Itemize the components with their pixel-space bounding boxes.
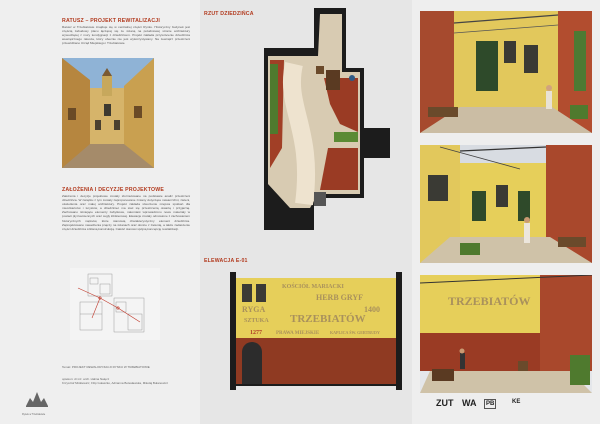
logo-zut: ZUT xyxy=(436,398,454,408)
middle-column xyxy=(200,0,412,424)
plan-title: RZUT DZIEDZIŃCA xyxy=(204,11,254,17)
svg-text:KAPLICA ŚW. GERTRUDY: KAPLICA ŚW. GERTRUDY xyxy=(330,330,380,335)
logo-wa: WA xyxy=(462,398,477,408)
town-logo xyxy=(24,388,50,412)
render-courtyard-3 xyxy=(420,275,592,393)
render-courtyard-1 xyxy=(420,11,592,133)
right-column xyxy=(412,0,600,424)
svg-text:1400: 1400 xyxy=(364,305,380,314)
site-plan-sketch xyxy=(70,268,160,340)
wall-lettering: TRZEBIATÓW xyxy=(448,294,531,308)
svg-text:1277: 1277 xyxy=(250,330,262,336)
footer-authors: Krzysztof Miśkiewicz, Filip Gołaszko, Adrianna Bolesławska, Mikołaj Bułanowicz xyxy=(62,381,169,385)
intro-text: Ratusz w Trzebiatowie znajduje się w centralnej części Rynku. Historyczny budynek jest częścią zabudowy placu łączącej się ze ścianą na południowej stronie architektury wywodzącej z mury kondygnacji z dziedzińcem. Projekt zakłada przywrócenie dziedzińca wewnętrznego ratusza, który obecnie nie jest wykorzystywany. Na zewnątrz przestrzeni przewidziano Urząd Miejskiego i Trzebiatowie. xyxy=(62,25,190,46)
logo-ke: KE xyxy=(512,399,521,405)
courtyard-plan xyxy=(254,8,390,230)
footer-topic: Temat: PROJEKT REWALORYZACJI RYNKU W TRZEBIATOWIE xyxy=(62,365,150,369)
svg-text:SZTUKA: SZTUKA xyxy=(244,318,269,324)
svg-text:HERB GRYF: HERB GRYF xyxy=(316,293,364,302)
svg-text:PRAWA MIEJSKIE: PRAWA MIEJSKIE xyxy=(276,331,320,336)
courtyard-photo xyxy=(62,58,154,168)
elevation-drawing xyxy=(230,272,402,390)
svg-text:RYGA: RYGA xyxy=(242,305,266,314)
section-title-ratusz: RATUSZ – PROJEKT REWITALIZACJI xyxy=(62,18,161,24)
render-courtyard-2 xyxy=(420,145,592,263)
svg-text:TRZEBIATÓW: TRZEBIATÓW xyxy=(290,313,366,325)
logo-pb: PB xyxy=(486,401,495,407)
section-title-design: ZAŁOŻENIA I DECYZJE PROJEKTOWE xyxy=(62,187,164,193)
left-column xyxy=(0,0,200,424)
design-text: Założenia i decyzje projektowe zostały sformułowane na podstawie analiz przestrzeni dziedzińca. W związku z tym zostały zaproponowane zmiany dotyczące nawierzchni, zieleni, oświetlenia oraz małej architektury. Projekt zakłada stworzenie miejsca spotkań dla mieszkańców i turystów, a dziedziniec ma stać się przestrzenią otwartą i przyjazną. Zachowano istniejące elementy zabytkowe, natomiast wprowadzono nowe materiały w postaci płyt kamiennych oraz cegły klinkierowej. Elewacje zostały odnowione z zachowaniem historycznych napisów, które stanowią charakterystyczny element dziedzińca. Zaprojektowano nasadzenia pnączy na ścianach oraz donice z zielenią, a także zadaszenie części dziedzińca szklaną konstrukcją. Całość stanowi spójną koncepcję rewitalizacji. xyxy=(62,194,190,231)
elevation-title: ELEWACJA E-01 xyxy=(204,258,248,264)
town-logo-caption: Rynek w Trzebiatowie xyxy=(22,413,46,416)
svg-text:KOŚCIÓŁ MARIACKI: KOŚCIÓŁ MARIACKI xyxy=(282,284,344,290)
footer-supervisor: opiekun: dr inż. arch. Halina Nalęcz xyxy=(62,377,110,381)
